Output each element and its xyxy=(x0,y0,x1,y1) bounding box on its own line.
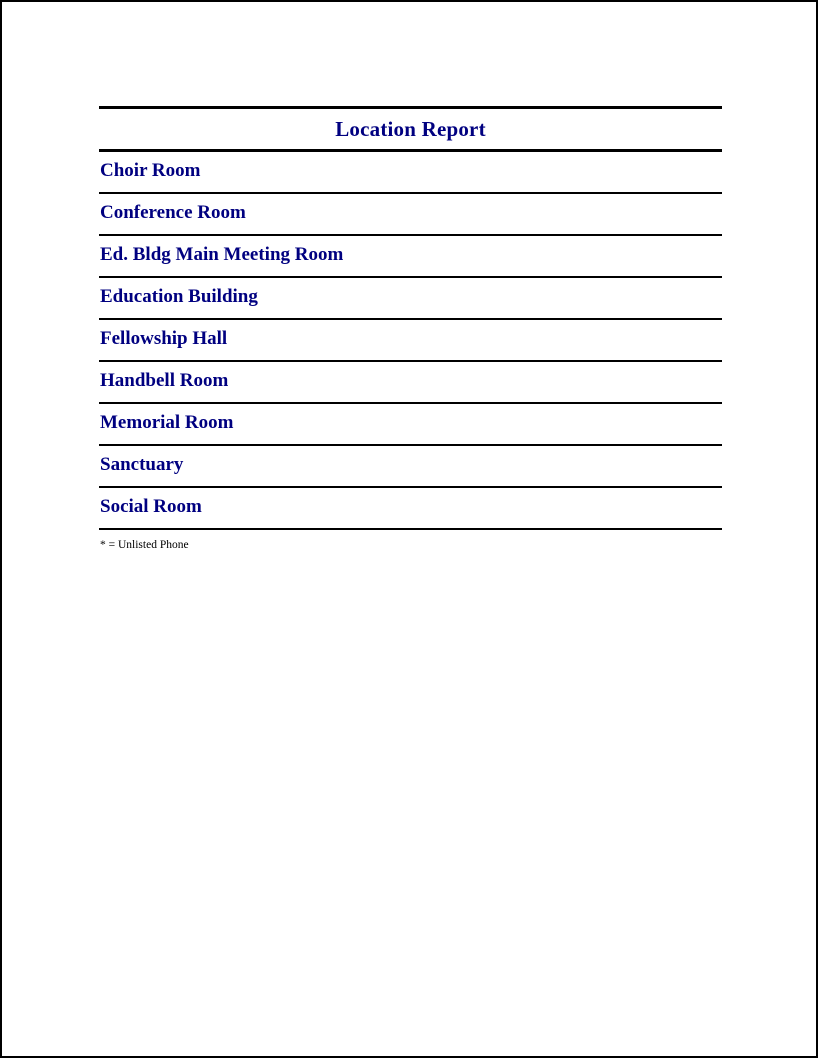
location-name: Social Room xyxy=(100,496,202,517)
location-row xyxy=(99,446,722,488)
location-name: Sanctuary xyxy=(100,454,184,475)
location-name: Ed. Bldg Main Meeting Room xyxy=(100,244,344,265)
location-row xyxy=(99,320,722,362)
location-row xyxy=(99,236,722,278)
page-title: Location Report xyxy=(335,116,486,141)
location-name: Memorial Room xyxy=(100,412,234,433)
unlisted-phone-footnote: * = Unlisted Phone xyxy=(100,539,189,551)
location-row xyxy=(99,194,722,236)
location-row xyxy=(99,488,722,530)
location-row xyxy=(99,278,722,320)
location-row xyxy=(99,404,722,446)
location-name: Handbell Room xyxy=(100,370,229,391)
location-list xyxy=(99,152,722,530)
location-row xyxy=(99,362,722,404)
location-name: Education Building xyxy=(100,286,258,307)
report-header xyxy=(99,106,722,152)
location-row xyxy=(99,152,722,194)
location-name: Choir Room xyxy=(100,160,201,181)
location-name: Fellowship Hall xyxy=(100,328,228,349)
report-content xyxy=(99,106,722,553)
location-name: Conference Room xyxy=(100,202,246,223)
